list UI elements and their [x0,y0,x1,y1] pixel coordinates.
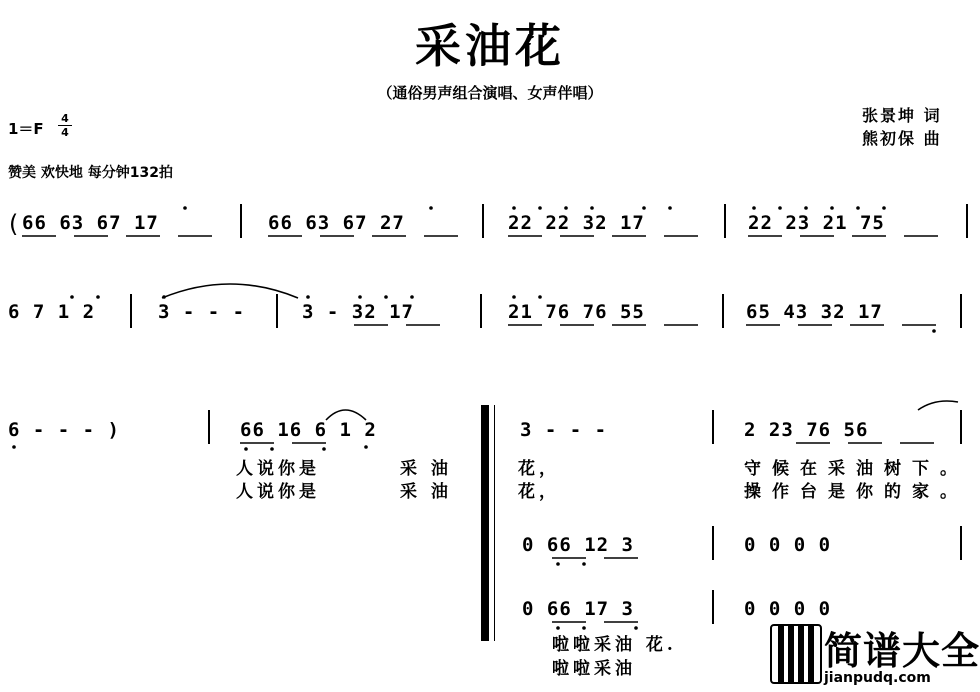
octave-dot-low [634,626,638,630]
logo-text: 简谱大全 [824,629,980,673]
octave-dot [512,295,516,299]
row1-measure-3: 22 22 32 17 [508,212,645,234]
octave-dot [410,295,414,299]
lyric-line2-d: 操作台是你的家。 [744,482,968,502]
lyric-backing-2: 啦啦采油 [552,659,636,679]
octave-dot [183,206,187,210]
octave-dot [590,206,594,210]
octave-dot [384,295,388,299]
octave-dot-low [364,445,368,449]
piano-icon [770,624,822,684]
lyric-line1-b: 采 油 [400,459,452,479]
slur-arc [326,410,366,420]
lyric-line2-a: 人说你是 [236,482,320,502]
tie-arc [162,284,298,298]
octave-dot [96,295,100,299]
row2-measure-4: 21 76 76 55 [508,301,645,323]
row5-measure-2: 0 0 0 0 [744,598,832,620]
octave-dot-low [12,445,16,449]
lyric-line2-c: 花， [518,482,560,502]
lyric-line1-d: 守候在采油树下。 [744,459,968,479]
octave-dot [512,206,516,210]
site-logo [770,622,980,692]
song-subtitle: （通俗男声组合演唱、女声伴唱） [377,84,603,102]
row1-measure-4: 22 23 21 75 [748,212,885,234]
octave-dot [538,295,542,299]
row2-measure-5: 65 43 32 17 [746,301,883,323]
octave-dot [642,206,646,210]
octave-dot [564,206,568,210]
octave-dot [538,206,542,210]
octave-dot-low [582,562,586,566]
octave-dot-low [556,626,560,630]
row3-measure-2: 66 16 6 1 2 [240,419,377,441]
time-signature-bottom: 4 [58,125,72,139]
lyric-line2-b: 采 油 [400,482,452,502]
octave-dot-low [270,447,274,451]
octave-dot [752,206,756,210]
row2-measure-3: 3 - 32 17 [302,301,414,323]
octave-dot [70,295,74,299]
octave-dot [429,206,433,210]
octave-dot [358,295,362,299]
octave-dot-low [322,447,326,451]
row2-measure-1: 6 7 1 2 [8,301,96,323]
octave-dot [306,295,310,299]
row1-measure-2: 66 63 67 27 [268,212,405,234]
octave-dot [882,206,886,210]
lyricist-credit: 张景坤 词 [862,106,942,125]
key-signature: 1＝F [8,120,44,138]
octave-dot [668,206,672,210]
row3-measure-3: 3 - - - [520,419,608,441]
octave-dot-low [582,626,586,630]
octave-dot-low [556,562,560,566]
lyric-backing-1: 啦啦采油 花. [552,635,677,655]
song-title: 采油花 [415,19,565,73]
octave-dot [830,206,834,210]
row3-measure-1: 6 - - - ) [8,419,120,441]
row3-measure-4: 2 23 76 56 [744,419,869,441]
octave-dot [778,206,782,210]
composer-credit: 熊初保 曲 [862,129,942,148]
octave-dot-low [932,329,936,333]
slur-arc [918,401,958,410]
time-signature-top: 4 [61,112,69,125]
octave-dot [804,206,808,210]
octave-dot [856,206,860,210]
row4-measure-1: 0 66 12 3 [522,534,634,556]
repeat-open-paren: ( [6,210,22,238]
row2-measure-2: 3 - - - [158,301,246,323]
row4-measure-2: 0 0 0 0 [744,534,832,556]
tempo-marking: 赞美 欢快地 每分钟132拍 [8,165,173,181]
row1-measure-1: 66 63 67 17 [22,212,159,234]
octave-dot-low [244,447,248,451]
octave-dot [162,295,166,299]
row5-measure-1: 0 66 17 3 [522,598,634,620]
logo-url: jianpudq.com [824,670,931,686]
lyric-line1-a: 人说你是 [236,459,320,479]
lyric-line1-c: 花， [518,459,560,479]
